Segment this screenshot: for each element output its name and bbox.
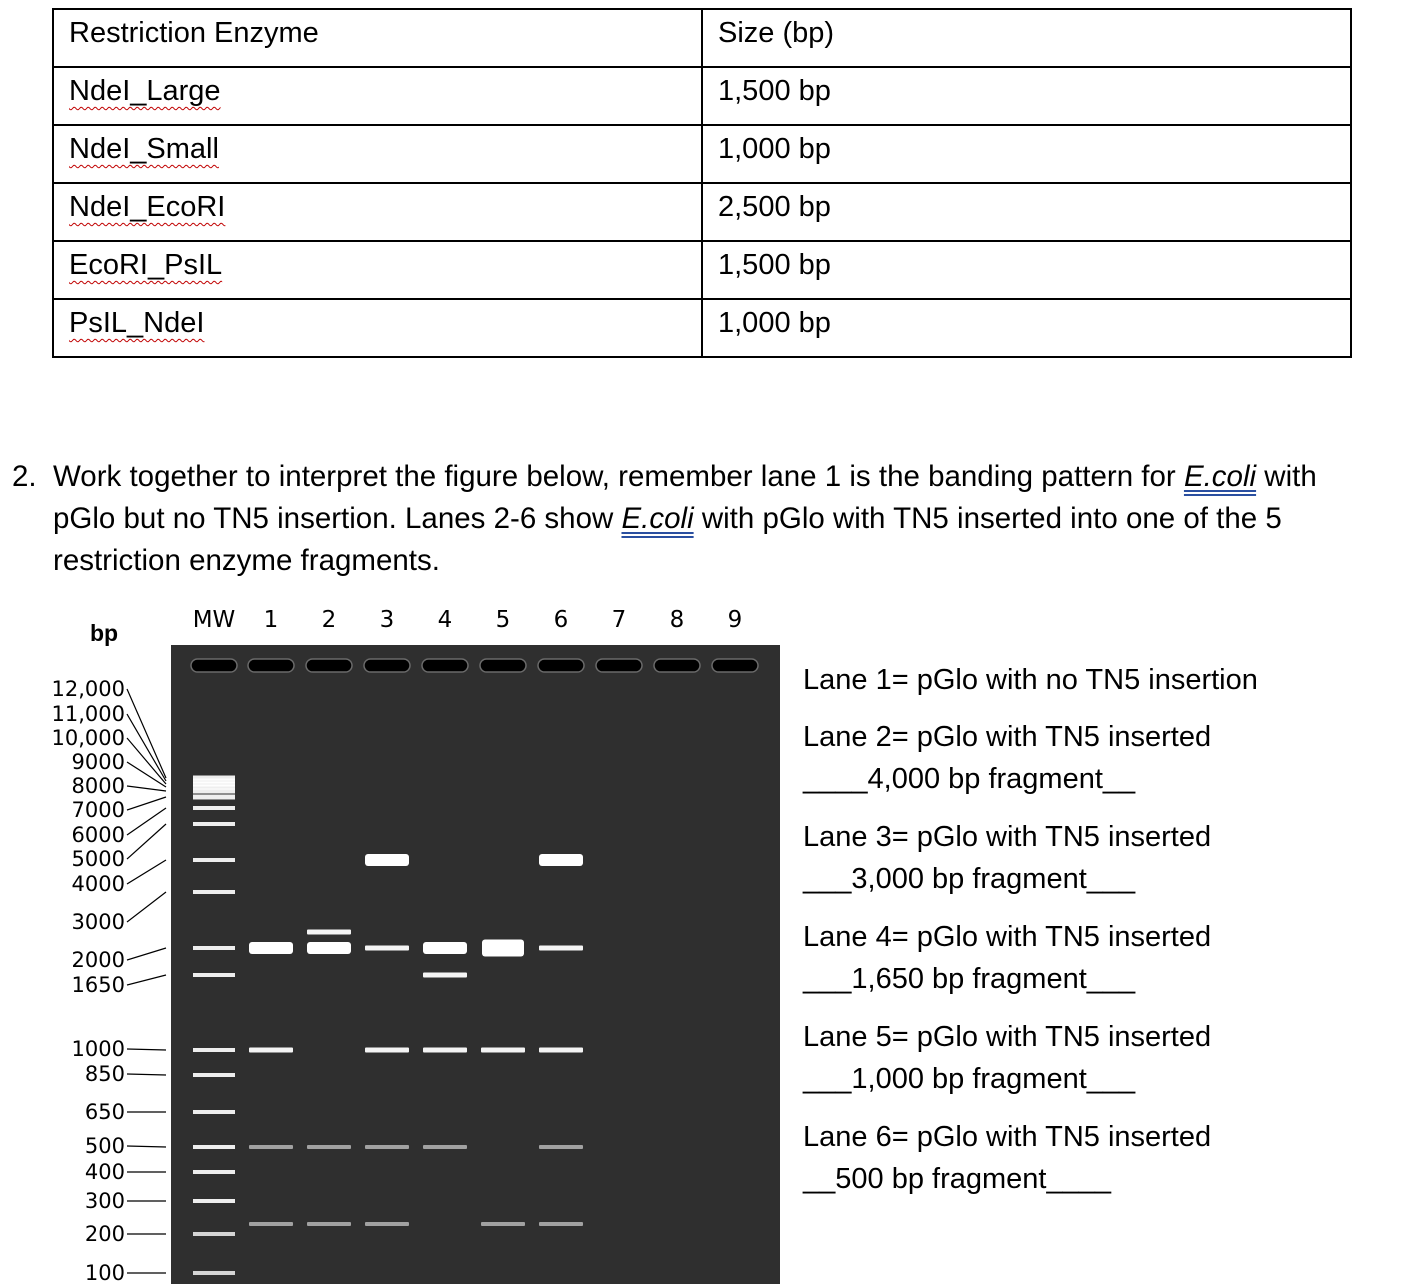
note-lane-6: Lane 6= pGlo with TN5 inserted __500 bp fragment____ bbox=[803, 1121, 1212, 1195]
lane-label: 8 bbox=[669, 607, 685, 633]
enzyme-name: NdeI_Large bbox=[69, 75, 221, 107]
ladder-band bbox=[193, 1073, 235, 1077]
ladder-label: 7000 bbox=[71, 798, 125, 822]
ladder-band bbox=[193, 1170, 235, 1174]
lane-label: 9 bbox=[727, 607, 743, 633]
leader-line bbox=[127, 975, 166, 985]
ladder-label: 850 bbox=[84, 1062, 125, 1086]
well bbox=[596, 659, 642, 672]
fragment-size: 2,500 bp bbox=[702, 183, 1351, 241]
ladder-label: 1000 bbox=[71, 1037, 125, 1061]
dna-band bbox=[481, 1222, 525, 1226]
lane-label: 5 bbox=[495, 607, 511, 633]
ladder-label: 9000 bbox=[71, 750, 125, 774]
note-lane-3: Lane 3= pGlo with TN5 inserted ___3,000 bp fragment___ bbox=[803, 821, 1212, 895]
well bbox=[538, 659, 584, 672]
dna-band bbox=[249, 942, 293, 954]
fragment-size: 1,000 bp bbox=[702, 299, 1351, 357]
answer-text: ____4,000 bp fragment__ bbox=[803, 763, 1136, 795]
leader-line bbox=[127, 689, 166, 778]
ladder-band bbox=[193, 973, 235, 977]
enzyme-name: NdeI_Small bbox=[69, 133, 219, 165]
dna-band bbox=[365, 946, 409, 951]
ladder-label: 300 bbox=[84, 1189, 125, 1213]
ladder-label: 6000 bbox=[71, 823, 125, 847]
dna-band bbox=[249, 1145, 293, 1149]
ladder-band bbox=[193, 858, 235, 862]
header-size: Size (bp) bbox=[702, 9, 1351, 67]
ladder-label: 3000 bbox=[71, 910, 125, 934]
leader-line bbox=[127, 1049, 166, 1050]
ladder-label: 5000 bbox=[71, 847, 125, 871]
ladder-band bbox=[193, 890, 235, 894]
leader-line bbox=[127, 948, 166, 960]
dna-band bbox=[365, 1048, 409, 1053]
ladder-band bbox=[193, 1271, 235, 1275]
dna-band bbox=[539, 1048, 583, 1053]
note-lane-1: Lane 1= pGlo with no TN5 insertion bbox=[803, 664, 1258, 696]
leader-line bbox=[127, 860, 166, 884]
lane-label: 2 bbox=[321, 607, 337, 633]
dna-band bbox=[307, 942, 351, 954]
bp-axis-title: bp bbox=[90, 620, 119, 646]
leader-line bbox=[127, 797, 166, 810]
dna-band bbox=[423, 1145, 467, 1149]
leader-line bbox=[127, 714, 166, 781]
ladder-band bbox=[193, 946, 235, 950]
dna-band bbox=[365, 854, 409, 866]
header-enzyme: Restriction Enzyme bbox=[53, 9, 702, 67]
answer-text: ___1,650 bp fragment___ bbox=[803, 963, 1136, 995]
ladder-label: 1650 bbox=[71, 973, 125, 997]
well bbox=[306, 659, 352, 672]
lane-label: 7 bbox=[611, 607, 627, 633]
answer-text: __500 bp fragment____ bbox=[803, 1163, 1111, 1195]
dna-band bbox=[423, 973, 467, 978]
ladder-band bbox=[193, 1048, 235, 1052]
leader-line bbox=[127, 808, 166, 835]
well bbox=[422, 659, 468, 672]
ladder-leader-lines bbox=[127, 689, 166, 1273]
ladder-label: 650 bbox=[84, 1100, 125, 1124]
dna-band bbox=[423, 942, 467, 954]
answer-text: ___3,000 bp fragment___ bbox=[803, 863, 1136, 895]
leader-line bbox=[127, 1146, 166, 1147]
leader-line bbox=[127, 738, 166, 784]
well bbox=[654, 659, 700, 672]
ladder-band bbox=[193, 789, 235, 794]
enzyme-name: EcoRI_PsIL bbox=[69, 249, 223, 281]
leader-line bbox=[127, 786, 166, 791]
ladder-label: 12,000 bbox=[51, 677, 125, 701]
species-name: E.coli bbox=[621, 502, 694, 535]
species-name: E.coli bbox=[1183, 460, 1257, 493]
ladder-label: 10,000 bbox=[51, 726, 125, 750]
ladder-label: 200 bbox=[84, 1222, 125, 1246]
leader-line bbox=[127, 892, 166, 922]
dna-band bbox=[249, 1222, 293, 1226]
ladder-band bbox=[193, 1232, 235, 1236]
well bbox=[480, 659, 526, 672]
ladder-band bbox=[193, 1110, 235, 1114]
note-lane-5: Lane 5= pGlo with TN5 inserted ___1,000 bp fragment___ bbox=[803, 1021, 1212, 1095]
note-lane-2: Lane 2= pGlo with TN5 inserted ____4,000 bp fragment__ bbox=[803, 721, 1212, 795]
ladder-band bbox=[193, 795, 235, 800]
fragment-size: 1,000 bp bbox=[702, 125, 1351, 183]
question-number: 2. bbox=[12, 460, 37, 493]
fragment-size: 1,500 bp bbox=[702, 67, 1351, 125]
answer-text: ___1,000 bp fragment___ bbox=[803, 1063, 1136, 1095]
fragment-size: 1,500 bp bbox=[702, 241, 1351, 299]
dna-band bbox=[481, 1048, 525, 1053]
ladder-band bbox=[193, 806, 235, 810]
dna-band bbox=[365, 1145, 409, 1149]
dna-band bbox=[539, 854, 583, 866]
ladder-label: 400 bbox=[84, 1160, 125, 1184]
dna-band bbox=[307, 930, 351, 935]
lane-label: 6 bbox=[553, 607, 569, 633]
leader-line bbox=[127, 1074, 166, 1075]
lane-label: 4 bbox=[437, 607, 453, 633]
ladder-band bbox=[193, 822, 235, 826]
question-text: Work together to interpret the figure below, remember lane 1 is the banding pattern for E.coli with pGlo but no TN5 insertion. Lanes 2-6 show E.coli with pGlo with TN5 inserted into one of the 5 restriction enzyme fragments. bbox=[53, 460, 1317, 577]
well bbox=[712, 659, 758, 672]
ladder-band bbox=[193, 1199, 235, 1203]
ladder-label: 11,000 bbox=[51, 702, 125, 726]
ladder-label: 2000 bbox=[71, 948, 125, 972]
dna-band bbox=[307, 1145, 351, 1149]
dna-band bbox=[539, 1222, 583, 1226]
dna-band bbox=[423, 1048, 467, 1053]
ladder-label: 500 bbox=[84, 1134, 125, 1158]
dna-band bbox=[539, 946, 583, 951]
lane-notes bbox=[803, 659, 1363, 1216]
ladder-band bbox=[193, 1145, 235, 1149]
gel-background bbox=[171, 645, 780, 1284]
enzyme-name: NdeI_EcoRI bbox=[69, 191, 226, 223]
ladder-label: 8000 bbox=[71, 774, 125, 798]
enzyme-name: PsIL_NdeI bbox=[69, 307, 205, 339]
lane-label-mw: MW bbox=[192, 607, 236, 633]
lane-label: 1 bbox=[263, 607, 279, 633]
dna-band bbox=[482, 940, 524, 957]
well bbox=[191, 659, 237, 672]
ladder-label: 4000 bbox=[71, 872, 125, 896]
ladder-label: 100 bbox=[84, 1261, 125, 1285]
leader-line bbox=[127, 824, 166, 859]
dna-band bbox=[249, 1048, 293, 1053]
dna-band bbox=[365, 1222, 409, 1226]
well bbox=[248, 659, 294, 672]
lane-label: 3 bbox=[379, 607, 395, 633]
note-lane-4: Lane 4= pGlo with TN5 inserted ___1,650 bp fragment___ bbox=[803, 921, 1212, 995]
well bbox=[364, 659, 410, 672]
dna-band bbox=[307, 1222, 351, 1226]
dna-band bbox=[539, 1145, 583, 1149]
